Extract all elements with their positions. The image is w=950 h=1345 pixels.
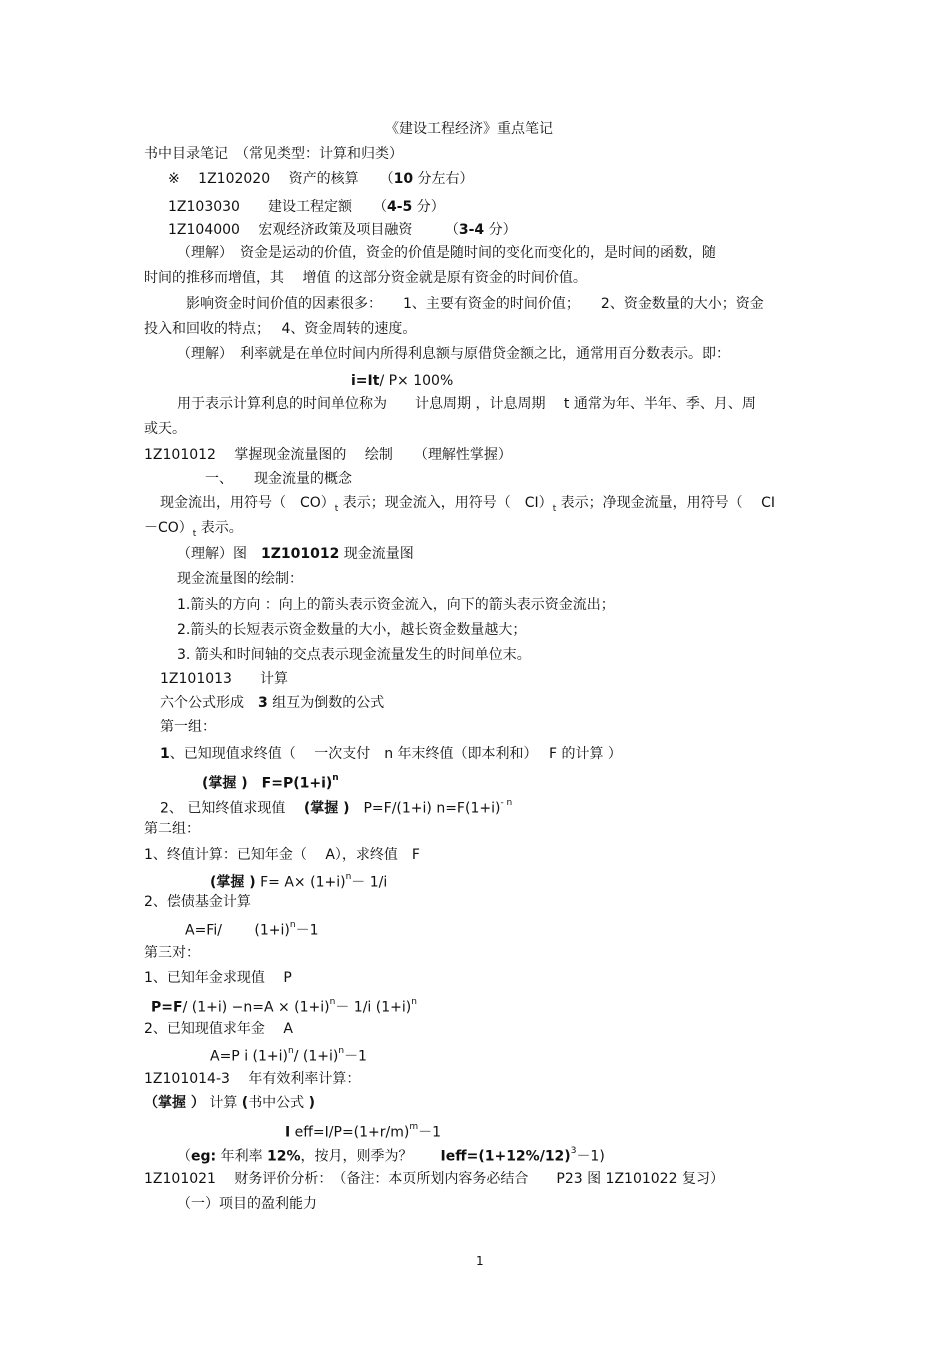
formula-line: (掌握 ) $F=P(1+i)^n$ bbox=[202, 773, 339, 792]
text-line: 一、 现金流量的概念 bbox=[205, 471, 352, 487]
text-line: （掌握 ） 计算 (书中公式 ) bbox=[144, 1095, 316, 1111]
text-line: $-CO)_t$ 表示。 bbox=[144, 520, 243, 539]
text-line: 1、已知现值求终值（ 一次支付 n 年末终值（即本利和） F 的计算 ） bbox=[160, 746, 622, 762]
text-line: 现金流出，用符号（ $CO)_t$ 表示；现金流入，用符号（ $CI)_t$ 表示；净现金流量，用符号（ CI bbox=[160, 495, 776, 514]
text-line: 或天。 bbox=[144, 421, 186, 437]
text-line: 1Z104000 宏观经济政策及项目融资 （3-4 分） bbox=[168, 222, 517, 238]
text-line: （理解）图 1Z101012 现金流量图 bbox=[177, 546, 414, 562]
list-item: 3. 箭头和时间轴的交点表示现金流量发生的时间单位末。 bbox=[177, 647, 531, 663]
text-line: 2、偿债基金计算 bbox=[144, 894, 251, 910]
list-item: 1.箭头的方向 ：向上的箭头表示资金流入，向下的箭头表示资金流出； bbox=[177, 597, 615, 613]
formula-line: A=P i $(1+i)^n/$ $(1+i)^n-1$ bbox=[210, 1046, 367, 1065]
formula-line: A=Fi/ $(1+i)^n-1$ bbox=[185, 920, 319, 939]
text-line: 第二组： bbox=[144, 821, 200, 837]
list-item: 2.箭头的长短表示资金数量的大小，越长资金数量越大； bbox=[177, 622, 527, 638]
text-line: 时间的推移而增值，其 增值 的这部分资金就是原有资金的时间价值。 bbox=[144, 270, 587, 286]
text-line: 现金流量图的绘制： bbox=[177, 571, 303, 587]
text-line: 书中目录笔记 （常见类型：计算和归类） bbox=[144, 146, 403, 162]
formula-line: I $eff=I/P=(1+r/m)^m-1$ bbox=[285, 1122, 442, 1141]
text-line: （理解） 资金是运动的价值，资金的价值是随时间的变化而变化的，是时间的函数，随 bbox=[177, 245, 716, 261]
text-line: ※ 1Z102020 资产的核算 （10 分左右） bbox=[168, 171, 474, 187]
section-heading: 1Z101014-3 年有效利率计算： bbox=[144, 1071, 361, 1087]
text-line: 1Z103030 建设工程定额 （4-5 分） bbox=[168, 199, 445, 215]
formula-line: 2、 已知终值求现值 (掌握 ) P=F/(1+i) $n=F(1+i)^{- n}$ bbox=[160, 798, 513, 817]
text-line: 影响资金时间价值的因素很多： 1、主要有资金的时间价值； 2、资金数量的大小；资金 bbox=[186, 296, 764, 312]
page-number: 1 bbox=[476, 1254, 484, 1268]
text-line: 2、已知现值求年金 A bbox=[144, 1021, 293, 1037]
section-heading: 1Z101013 计算 bbox=[160, 671, 288, 687]
formula-line: i=It/ P× 100% bbox=[351, 373, 454, 389]
text-line: 第一组： bbox=[160, 719, 216, 735]
text-line: （理解） 利率就是在单位时间内所得利息额与原借贷金额之比，通常用百分数表示。即： bbox=[177, 346, 730, 362]
text-line: 投入和回收的特点； 4、资金周转的速度。 bbox=[144, 321, 417, 337]
section-heading: 1Z101021 财务评价分析： （备注：本页所划内容务必结合 P23 图 1Z101022 复习） bbox=[144, 1171, 724, 1187]
text-line: 用于表示计算利息的时间单位称为 计息周期 ，计息周期 t 通常为年、半年、季、月、周 bbox=[177, 396, 756, 412]
text-line: 六个公式形成 3 组互为倒数的公式 bbox=[160, 695, 385, 711]
text-line: 1、已知年金求现值 P bbox=[144, 970, 292, 986]
text-line: （一）项目的盈利能力 bbox=[177, 1196, 317, 1212]
formula-line: （eg: 年利率 12%，按月，则季为？ $Ieff=(1+12\%/12)^3-1$) bbox=[177, 1146, 605, 1165]
text-line: 第三对： bbox=[144, 945, 200, 961]
text-line: 1、终值计算：已知年金（ A），求终值 F bbox=[144, 847, 420, 863]
formula-line: P=F/ $(1+i) -n=A \times (1+i)^n- 1/i$ $(1+i)^n$ bbox=[151, 997, 417, 1016]
formula-line: (掌握 ) $F= A\times (1+i)^n- 1/i$ bbox=[210, 872, 388, 891]
section-heading: 1Z101012 掌握现金流量图的 绘制 （理解性掌握） bbox=[144, 447, 512, 463]
page-title: 《建设工程经济》重点笔记 bbox=[385, 121, 553, 137]
